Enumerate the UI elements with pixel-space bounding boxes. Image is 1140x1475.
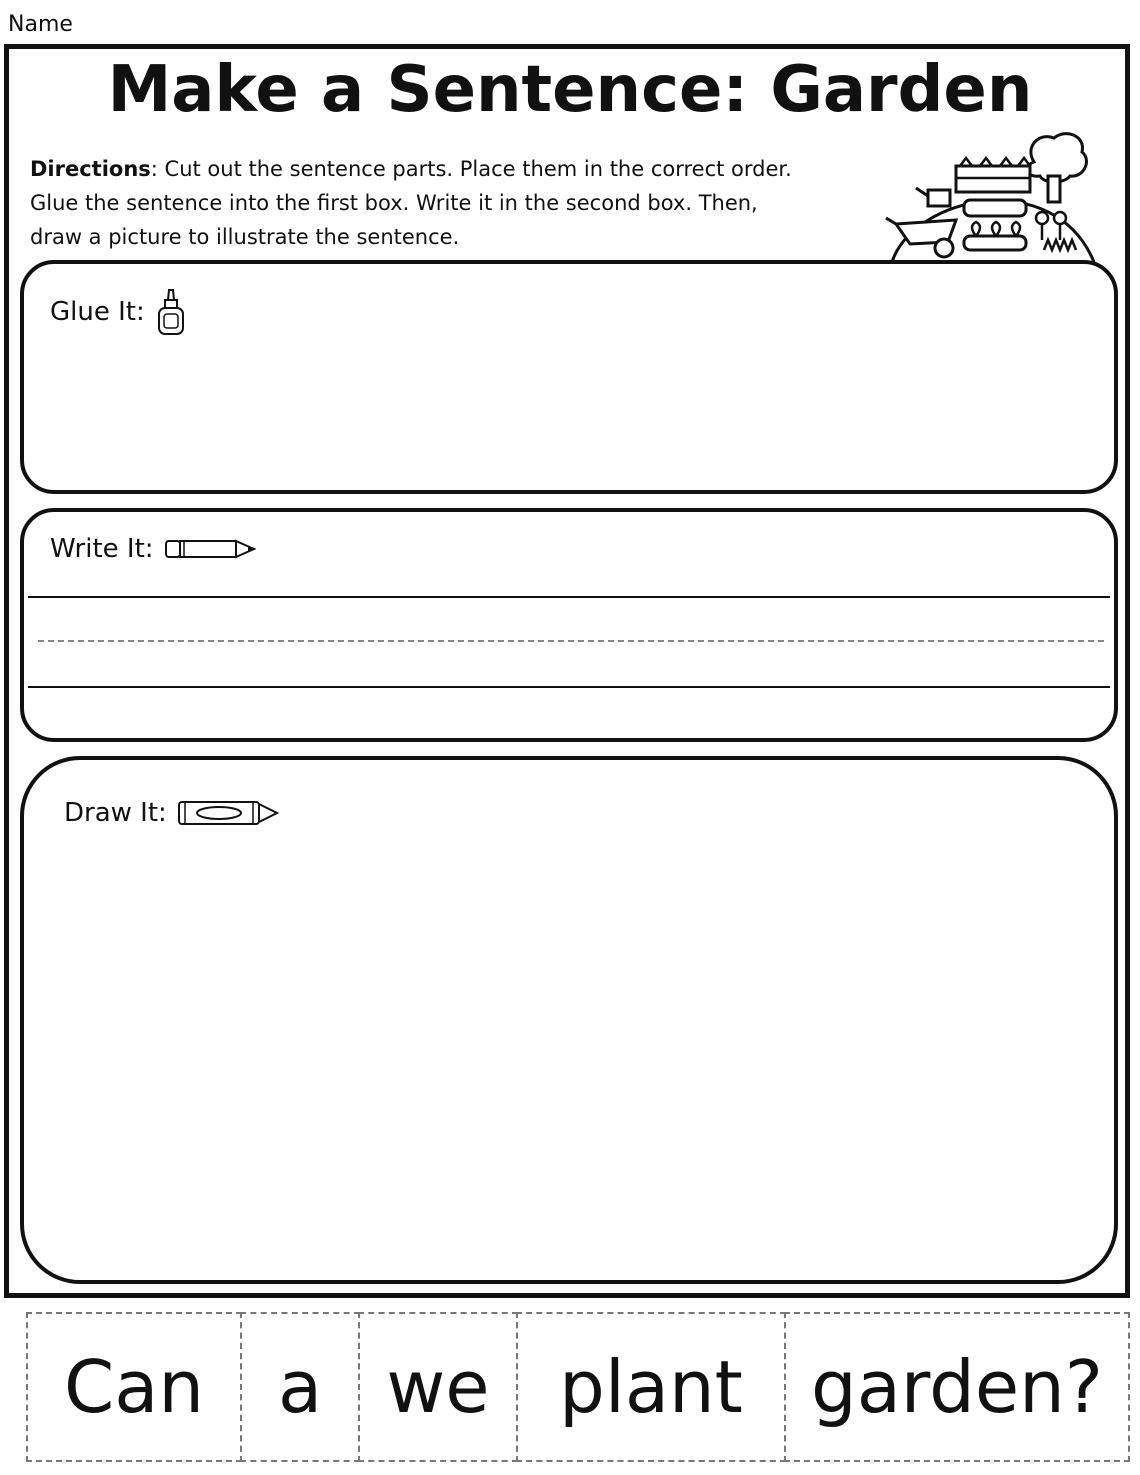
word-card[interactable] (240, 1312, 360, 1462)
pencil-icon (164, 537, 256, 561)
glue-it-label: Glue It: (50, 297, 145, 327)
writing-line-middle (38, 640, 1104, 642)
word-card-text: we (386, 1345, 490, 1429)
write-it-box[interactable] (20, 508, 1118, 742)
word-card-text: garden? (810, 1345, 1103, 1429)
write-it-header (50, 536, 256, 562)
draw-it-label: Draw It: (64, 798, 167, 828)
word-card-text: a (277, 1345, 323, 1429)
cut-out-strip (26, 1312, 1130, 1462)
garden-illustration (884, 126, 1098, 264)
word-card[interactable] (26, 1312, 242, 1462)
directions-line-3: draw a picture to illustrate the sentence. (30, 225, 460, 249)
word-card-text: plant (559, 1345, 743, 1429)
directions-lead: Directions (30, 157, 151, 181)
glue-it-header (50, 288, 187, 336)
glue-it-box[interactable] (20, 260, 1118, 494)
crayon-icon (177, 798, 281, 828)
writing-line-bottom (28, 686, 1110, 688)
word-card[interactable] (516, 1312, 786, 1462)
directions-line-1 (30, 152, 880, 186)
word-card[interactable] (358, 1312, 518, 1462)
draw-it-box[interactable] (20, 756, 1118, 1284)
name-label: Name (8, 12, 73, 37)
draw-it-header (64, 798, 281, 828)
page-title: Make a Sentence: Garden (107, 53, 1033, 127)
directions-line-2: Glue the sentence into the first box. Write it in the second box. Then, (30, 191, 758, 215)
word-card-text: Can (63, 1345, 205, 1429)
write-it-label: Write It: (50, 534, 154, 564)
glue-bottle-icon (155, 288, 187, 336)
word-card[interactable] (784, 1312, 1130, 1462)
directions (30, 152, 880, 254)
directions-text-1: : Cut out the sentence parts. Place them in the correct order. (150, 157, 792, 181)
writing-line-top (28, 596, 1110, 598)
